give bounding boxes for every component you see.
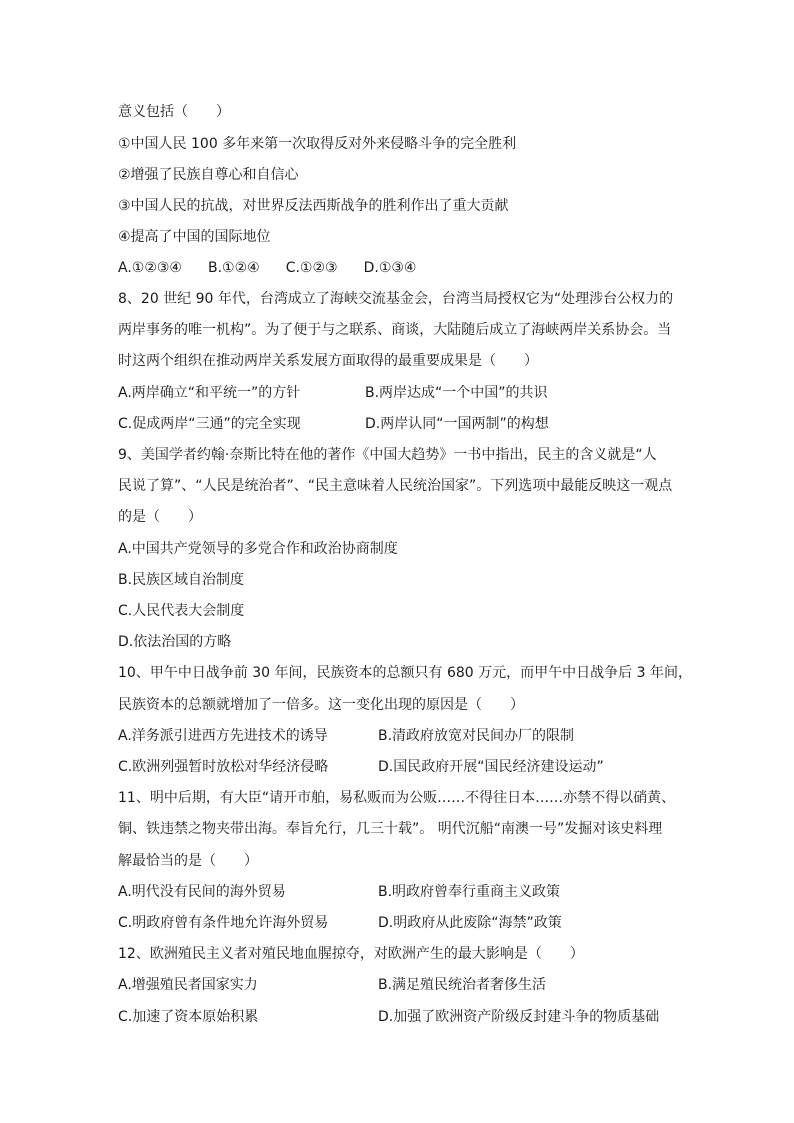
q11-option-b[interactable]: B.明政府曾奉行重商主义政策 [378, 884, 561, 900]
q11-option-a[interactable]: A.明代没有民间的海外贸易 [118, 884, 286, 900]
q7-statement-1: ①中国人民 100 多年来第一次取得反对外来侵略斗争的完全胜利 [118, 136, 517, 152]
q9-stem-line-1: 9、美国学者约翰·奈斯比特在他的著作《中国大趋势》一书中指出，民主的含义就是“人 [118, 447, 657, 463]
q7-option-a[interactable]: A.①②③④ [118, 260, 182, 276]
q10-option-a[interactable]: A.洋务派引进西方先进技术的诱导 [118, 728, 328, 744]
q9-option-a[interactable]: A.中国共产党领导的多党合作和政治协商制度 [118, 541, 398, 557]
q11-option-d[interactable]: D.明政府从此废除“海禁”政策 [378, 915, 562, 931]
q10-option-c[interactable]: C.欧洲列强暂时放松对华经济侵略 [118, 759, 329, 775]
q7-options [118, 258, 442, 278]
q7-option-b[interactable]: B.①②④ [207, 260, 260, 276]
q8-option-c[interactable]: C.促成两岸“三通”的完全实现 [118, 416, 301, 432]
q11-option-c[interactable]: C.明政府曾有条件地允许海外贸易 [118, 915, 329, 931]
q10-option-b[interactable]: B.清政府放宽对民间办厂的限制 [378, 728, 575, 744]
q8-option-d[interactable]: D.两岸认同“一国两制”的构想 [365, 416, 549, 432]
q7-statement-3: ③中国人民的抗战，对世界反法西斯战争的胜利作出了重大贡献 [118, 198, 509, 214]
q10-stem-line-2: 民族资本的总额就增加了一倍多。这一变化出现的原因是（ ） [118, 697, 524, 713]
q9-option-d[interactable]: D.依法治国的方略 [118, 634, 232, 650]
q8-option-b[interactable]: B.两岸达成“一个中国”的共识 [365, 385, 548, 401]
q9-option-b[interactable]: B.民族区域自治制度 [118, 572, 245, 588]
q12-option-a[interactable]: A.增强殖民者国家实力 [118, 977, 258, 993]
q8-stem-line-2: 两岸事务的唯一机构”。为了便于与之联系、商谈，大陆随后成立了海峡两岸关系协会。当 [118, 322, 672, 338]
q9-stem-line-2: 民说了算”、“人民是统治者”、“民主意味着人民统治国家”。下列选项中最能反映这一观点 [118, 478, 673, 494]
q12-option-b[interactable]: B.满足殖民统治者奢侈生活 [378, 977, 547, 993]
q8-stem-line-3: 时这两个组织在推动两岸关系发展方面取得的最重要成果是（ ） [118, 353, 538, 369]
q7-option-c[interactable]: C.①②③ [285, 260, 338, 276]
q10-option-d[interactable]: D.国民政府开展“国民经济建设运动” [378, 759, 604, 775]
q11-stem-line-1: 11、明中后期，有大臣“请开市舶，易私贩而为公贩……不得往日本……亦禁不得以硝黄、 [118, 790, 676, 806]
q8-option-a[interactable]: A.两岸确立“和平统一”的方针 [118, 385, 301, 401]
q7-option-d[interactable]: D.①③④ [363, 260, 417, 276]
q12-option-c[interactable]: C.加速了资本原始积累 [118, 1009, 259, 1025]
q9-option-c[interactable]: C.人民代表大会制度 [118, 603, 245, 619]
q7-stem-tail: 意义包括（ ） [118, 104, 230, 120]
q12-stem: 12、欧洲殖民主义者对殖民地血腥掠夺，对欧洲产生的最大影响是（ ） [118, 946, 584, 962]
q12-option-d[interactable]: D.加强了欧洲资产阶级反封建斗争的物质基础 [378, 1009, 660, 1025]
q7-statement-4: ④提高了中国的国际地位 [118, 229, 271, 245]
q10-stem-line-1: 10、甲午中日战争前 30 年间，民族资本的总额只有 680 万元，而甲午中日战争后 3 年间， [118, 665, 692, 681]
q11-stem-line-3: 解最恰当的是（ ） [118, 853, 258, 869]
q8-stem-line-1: 8、20 世纪 90 年代，台湾成立了海峡交流基金会，台湾当局授权它为“处理涉台公权力的 [118, 291, 674, 307]
q9-stem-line-3: 的是（ ） [118, 509, 202, 525]
q11-stem-line-2: 铜、铁违禁之物夹带出海。奉旨允行，几三十载”。 明代沉船“南澳一号”发掘对该史料理 [118, 821, 663, 837]
q7-statement-2: ②增强了民族自尊心和自信心 [118, 167, 299, 183]
